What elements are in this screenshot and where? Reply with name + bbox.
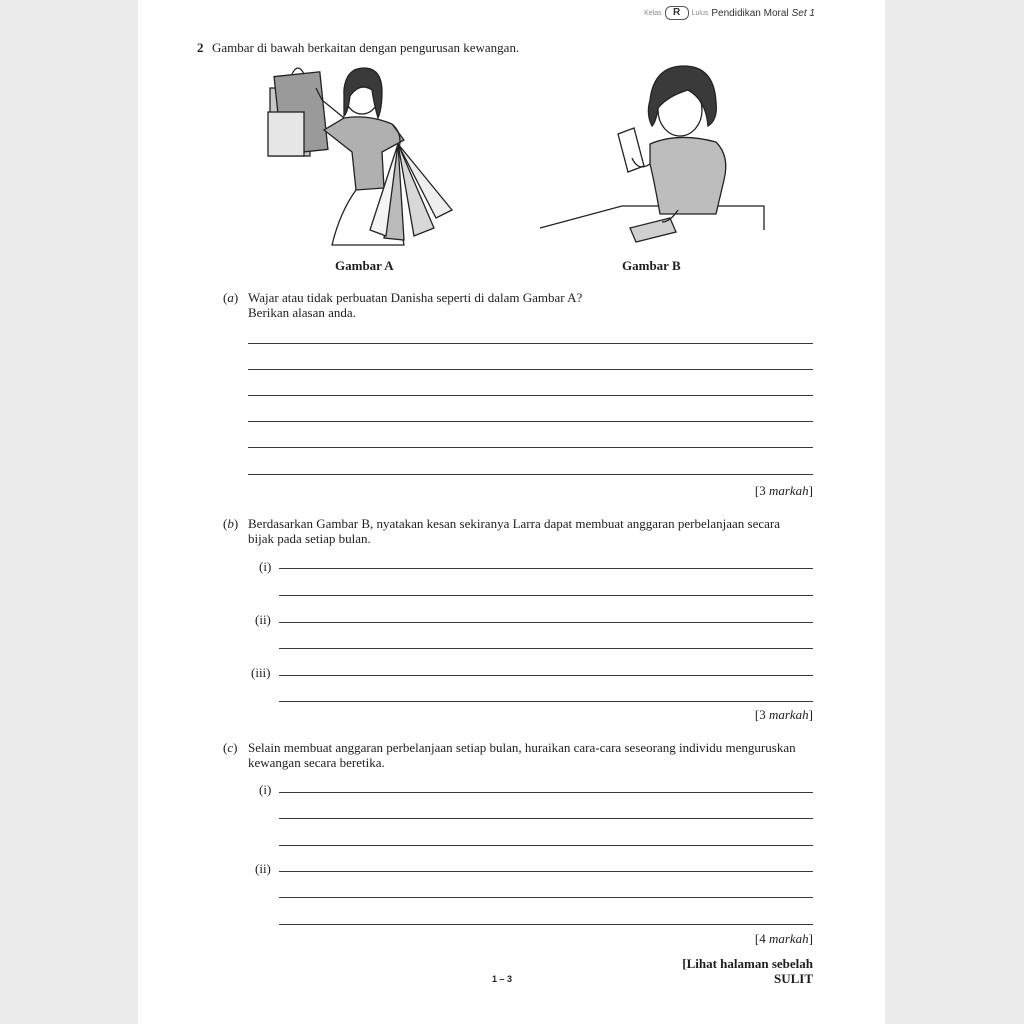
part-b-item-label: (iii) <box>251 665 271 680</box>
answer-line[interactable] <box>248 395 813 396</box>
part-a-question-line-1: Wajar atau tidak perbuatan Danisha seperti di dalam Gambar A? <box>248 290 583 305</box>
part-a-question-line-2: Berikan alasan anda. <box>248 305 356 320</box>
part-b-marks: [3 markah] <box>754 707 813 722</box>
figure-a-illustration <box>264 60 474 250</box>
answer-line[interactable] <box>279 818 813 819</box>
answer-line[interactable] <box>248 369 813 370</box>
answer-line[interactable] <box>248 421 813 422</box>
subject-title: Pendidikan Moral <box>711 7 789 19</box>
part-c-question-line-2: kewangan secara beretika. <box>248 755 385 770</box>
set-label: Set 1 <box>791 7 815 19</box>
part-c-label: (c) <box>223 740 238 755</box>
answer-line[interactable] <box>279 622 813 623</box>
logo-prefix: Kelas <box>644 9 662 17</box>
answer-line[interactable] <box>279 568 813 569</box>
part-a-label: (a) <box>223 290 239 305</box>
part-a-marks: [3 markah] <box>754 483 813 498</box>
question-number: 2 <box>197 40 204 55</box>
answer-line[interactable] <box>248 474 813 475</box>
answer-line[interactable] <box>279 897 813 898</box>
answer-line[interactable] <box>279 924 813 925</box>
page-header <box>644 6 815 20</box>
question-intro: Gambar di bawah berkaitan dengan pengurusan kewangan. <box>212 40 520 55</box>
part-b-label: (b) <box>223 516 239 531</box>
part-c-question-line-1: Selain membuat anggaran perbelanjaan setiap bulan, huraikan cara-cara seseorang individu menguruskan <box>248 740 796 755</box>
answer-line[interactable] <box>279 871 813 872</box>
answer-line[interactable] <box>279 845 813 846</box>
answer-line[interactable] <box>279 675 813 676</box>
part-c-marks: [4 markah] <box>754 931 813 946</box>
publisher-logo: R <box>665 6 689 20</box>
answer-line[interactable] <box>279 701 813 702</box>
next-page-note: [Lihat halaman sebelah <box>682 956 813 971</box>
figure-a-caption: Gambar A <box>335 258 394 273</box>
exam-page <box>138 0 885 1024</box>
part-c-item-label: (i) <box>259 782 272 797</box>
logo-suffix: Lulus <box>691 9 709 17</box>
answer-line[interactable] <box>248 447 813 448</box>
answer-line[interactable] <box>279 595 813 596</box>
figure-b-illustration <box>538 60 768 250</box>
page-number: 1 – 3 <box>492 974 513 984</box>
answer-line[interactable] <box>248 343 813 344</box>
part-b-question-line-2: bijak pada setiap bulan. <box>248 531 371 546</box>
part-b-item-label: (i) <box>259 559 272 574</box>
part-b-item-label: (ii) <box>255 612 271 627</box>
answer-line[interactable] <box>279 648 813 649</box>
answer-line[interactable] <box>279 792 813 793</box>
part-b-question-line-1: Berdasarkan Gambar B, nyatakan kesan sekiranya Larra dapat membuat anggaran perbelanjaan secara <box>248 516 781 531</box>
part-c-item-label: (ii) <box>255 861 271 876</box>
figure-b-caption: Gambar B <box>622 258 681 273</box>
classification-label: SULIT <box>773 971 813 986</box>
